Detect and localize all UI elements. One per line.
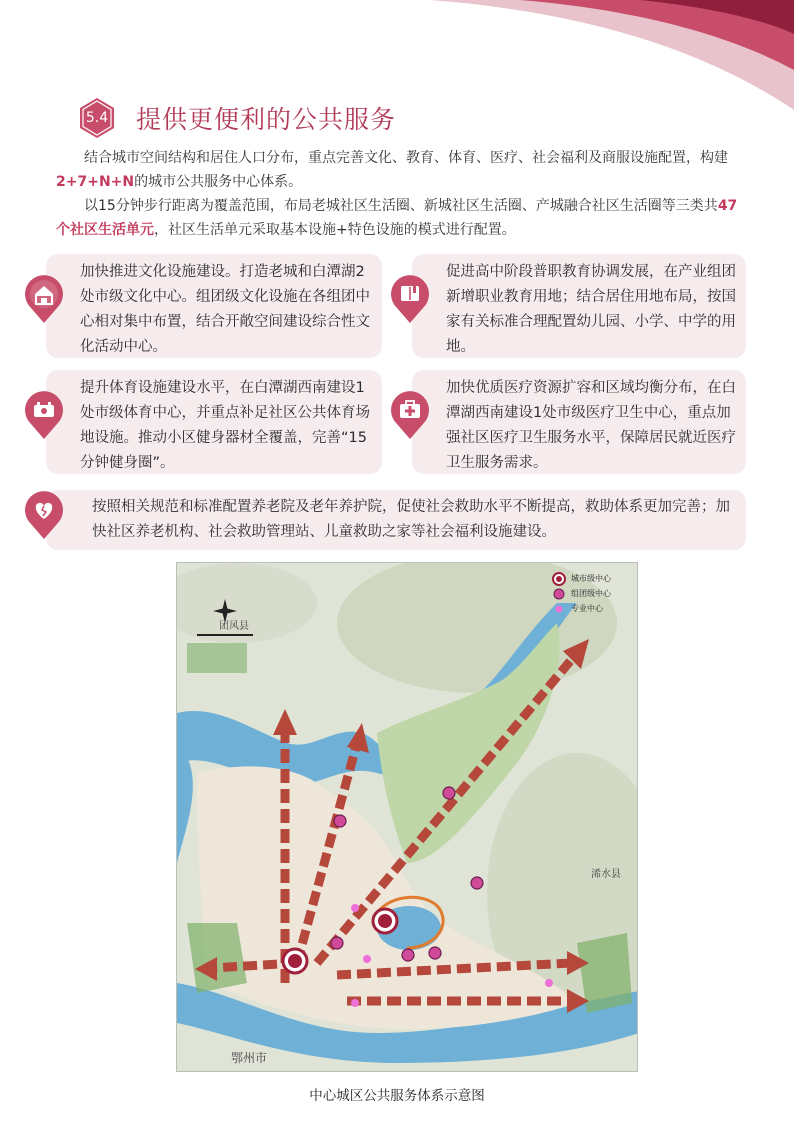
medical-text: 加快优质医疗资源扩容和区域均衡分布，在白潭湖西南建设1处市级医疗卫生中心，重点加强社区医疗卫生服务水平，保障居民就近医疗卫生服务需求。: [446, 380, 736, 471]
map-label-tuanfeng: 团风县: [219, 621, 249, 632]
legend-group-center: 组团级中心: [551, 586, 625, 601]
education-text: 促进高中阶段普职教育协调发展，在产业组团新增职业教育用地；结合居住用地布局，按国家有关标准合理配置幼儿园、小学、中学的用地。: [446, 264, 736, 355]
education-icon: [388, 272, 432, 324]
map-caption: 中心城区公共服务体系示意图: [309, 1088, 485, 1104]
welfare-heart-icon: [22, 488, 66, 540]
map-label-xishui: 浠水县: [591, 869, 621, 880]
culture-icon: [22, 272, 66, 324]
welfare-text: 按照相关规范和标准配置养老院及老年养护院，促使社会救助水平不断提高，救助体系更加完善；加快社区养老机构、社会救助管理站、儿童救助之家等社会福利设施建设。: [92, 499, 730, 540]
sports-icon: [22, 388, 66, 440]
section-header: [76, 96, 396, 140]
section-number: 5.4: [85, 110, 109, 126]
highlight-units: 47个社区生活单元: [56, 198, 738, 238]
intro-paragraph-2: 以15分钟步行距离为覆盖范围，布局老城社区生活圈、新城社区生活圈、产城融合社区生活圈等三类共47个社区生活单元，社区生活单元采取基本设施+特色设施的模式进行配置。: [56, 198, 738, 238]
public-service-map: [176, 562, 638, 1072]
sports-text: 提升体育设施建设水平，在白潭湖西南建设1处市级体育中心，并重点补足社区公共体育场地设施。推动小区健身器材全覆盖，完善“15分钟健身圈”。: [80, 380, 370, 471]
legend-city-center: 城市级中心: [551, 571, 625, 586]
intro-paragraph-1: 结合城市空间结构和居住人口分布，重点完善文化、教育、体育、医疗、社会福利及商服设施配置，构建2+7+N+N的城市公共服务中心体系。: [56, 150, 728, 190]
highlight-system: 2+7+N+N: [56, 174, 135, 190]
map-canvas: [177, 563, 638, 1072]
section-title: 提供更便利的公共服务: [136, 105, 397, 134]
medical-icon: [388, 388, 432, 440]
section-number-badge: [76, 97, 118, 139]
map-label-ezhou: 鄂州市: [231, 1051, 268, 1065]
culture-text: 加快推进文化设施建设。打造老城和白潭湖2处市级文化中心。组团级文化设施在各组团中心相对集中布置，结合开敞空间建设综合性文化活动中心。: [80, 264, 370, 355]
map-legend: [551, 571, 625, 616]
legend-special-center: 专业中心: [551, 601, 625, 616]
